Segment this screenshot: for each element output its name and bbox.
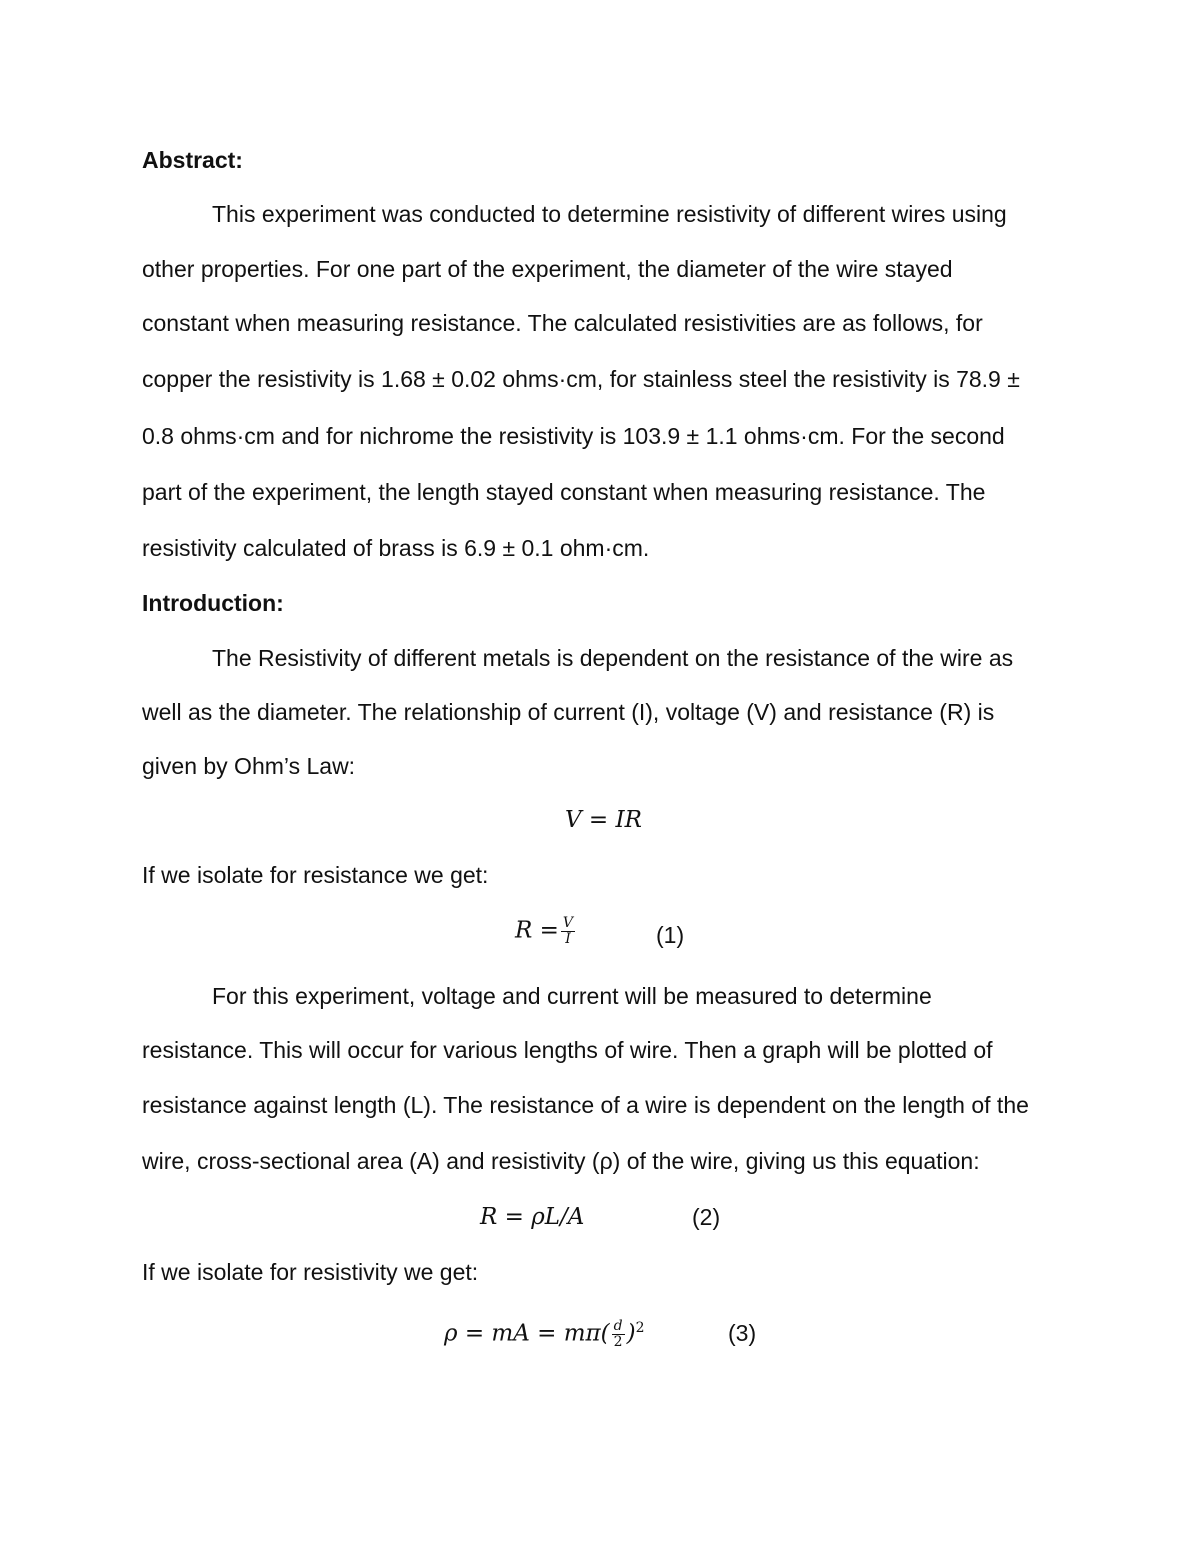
isolate-resistivity-text: If we isolate for resistivity we get: (142, 1259, 479, 1285)
equation-3-numerator: d (613, 1318, 623, 1335)
equation-1-numerator: V (562, 915, 574, 931)
equation-3-denominator: 2 (613, 1334, 623, 1351)
intro-para2-line-4: wire, cross-sectional area (A) and resistivity (ρ) of the wire, giving us this equation: (142, 1148, 980, 1174)
intro-para2-line-3: resistance against length (L). The resistance of a wire is dependent on the length of the (142, 1092, 1029, 1118)
intro-para2-line-2: resistance. This will occur for various lengths of wire. Then a graph will be plotted of (142, 1037, 993, 1063)
equation-1-lhs: R = (515, 917, 559, 944)
isolate-resistance-text: If we isolate for resistance we get: (142, 862, 489, 888)
equation-3-fraction (612, 1319, 625, 1350)
abstract-heading: Abstract: (142, 147, 243, 173)
equation-3-number: (3) (728, 1320, 757, 1346)
equation-1-number: (1) (656, 922, 685, 948)
intro-para1-line-1: The Resistivity of different metals is dependent on the resistance of the wire as (212, 645, 1014, 671)
abstract-line-5: 0.8 ohms·cm and for nichrome the resistivity is 103.9 ± 1.1 ohms·cm. For the second (142, 423, 1005, 449)
abstract-line-3: constant when measuring resistance. The calculated resistivities are as follows, for (142, 310, 983, 336)
equation-1-fraction (561, 916, 575, 947)
equation-3-rhs: ) (626, 1320, 636, 1347)
intro-para1-line-2: well as the diameter. The relationship of current (I), voltage (V) and resistance (R) is (142, 699, 995, 725)
equation-3-exponent: 2 (635, 1320, 645, 1336)
ohms-law-equation: V = IR (565, 807, 642, 833)
equation-3-lhs: ρ = mA = mπ( (444, 1320, 610, 1347)
abstract-line-2: other properties. For one part of the experiment, the diameter of the wire stayed (142, 256, 953, 282)
abstract-line-1: This experiment was conducted to determine resistivity of different wires using (212, 201, 1007, 227)
equation-1-denominator: I (565, 931, 571, 947)
equation-2-number: (2) (692, 1204, 721, 1230)
intro-para2-line-1: For this experiment, voltage and current will be measured to determine (212, 983, 932, 1009)
equation-1 (515, 916, 577, 947)
abstract-line-7: resistivity calculated of brass is 6.9 ± 0.1 ohm·cm. (142, 535, 650, 561)
equation-3 (444, 1314, 645, 1350)
abstract-line-4: copper the resistivity is 1.68 ± 0.02 ohms·cm, for stainless steel the resistivity is 78.9 ± (142, 366, 1020, 392)
equation-2: R = ρL/A (480, 1204, 585, 1230)
intro-para1-line-3: given by Ohm’s Law: (142, 753, 356, 779)
introduction-heading: Introduction: (142, 590, 284, 616)
abstract-line-6: part of the experiment, the length stayed constant when measuring resistance. The (142, 479, 986, 505)
